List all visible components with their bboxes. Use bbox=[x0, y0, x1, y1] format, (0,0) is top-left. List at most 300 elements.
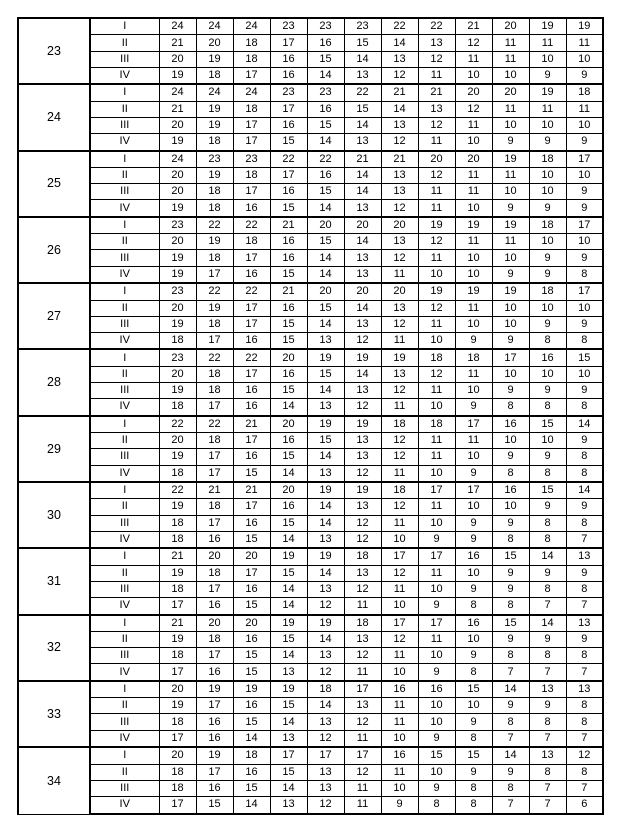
value-cell: 13 bbox=[307, 648, 344, 664]
value-cell: 18 bbox=[233, 234, 270, 250]
value-cell: 17 bbox=[233, 184, 270, 200]
value-cell: 20 bbox=[159, 167, 196, 183]
table-row bbox=[18, 399, 603, 416]
value-cell: 10 bbox=[529, 300, 566, 316]
value-cell: 16 bbox=[233, 383, 270, 399]
value-cell: 19 bbox=[159, 383, 196, 399]
value-cell: 18 bbox=[344, 615, 381, 632]
value-cell: 8 bbox=[492, 598, 529, 615]
class-label: I bbox=[90, 416, 159, 433]
table-body bbox=[18, 18, 603, 814]
class-label: I bbox=[90, 283, 159, 300]
value-cell: 8 bbox=[529, 399, 566, 416]
class-label: III bbox=[90, 316, 159, 332]
value-cell: 19 bbox=[381, 349, 418, 366]
value-cell: 14 bbox=[307, 499, 344, 515]
value-cell: 23 bbox=[307, 18, 344, 35]
value-cell: 15 bbox=[270, 333, 307, 350]
value-cell: 20 bbox=[307, 283, 344, 300]
value-cell: 22 bbox=[196, 349, 233, 366]
value-cell: 17 bbox=[233, 67, 270, 84]
value-cell: 11 bbox=[381, 581, 418, 597]
value-cell: 16 bbox=[233, 266, 270, 283]
value-cell: 10 bbox=[566, 366, 603, 382]
value-cell: 15 bbox=[307, 234, 344, 250]
value-cell: 15 bbox=[270, 631, 307, 647]
table-row bbox=[18, 764, 603, 780]
class-label: II bbox=[90, 300, 159, 316]
value-cell: 12 bbox=[307, 730, 344, 747]
value-cell: 19 bbox=[529, 84, 566, 101]
value-cell: 11 bbox=[492, 51, 529, 67]
value-cell: 17 bbox=[233, 366, 270, 382]
class-label: II bbox=[90, 433, 159, 449]
value-cell: 19 bbox=[159, 266, 196, 283]
value-cell: 14 bbox=[270, 780, 307, 796]
value-cell: 16 bbox=[270, 499, 307, 515]
value-cell: 15 bbox=[233, 714, 270, 730]
value-cell: 22 bbox=[159, 482, 196, 499]
value-cell: 19 bbox=[307, 349, 344, 366]
value-cell: 16 bbox=[270, 250, 307, 266]
value-cell: 16 bbox=[196, 531, 233, 548]
value-cell: 9 bbox=[418, 664, 455, 681]
value-cell: 16 bbox=[270, 117, 307, 133]
class-label: IV bbox=[90, 531, 159, 548]
class-label: I bbox=[90, 615, 159, 632]
table-row bbox=[18, 18, 603, 35]
value-cell: 22 bbox=[418, 18, 455, 35]
value-cell: 20 bbox=[307, 217, 344, 234]
value-cell: 8 bbox=[566, 764, 603, 780]
table-row bbox=[18, 482, 603, 499]
value-cell: 14 bbox=[344, 117, 381, 133]
value-cell: 8 bbox=[492, 648, 529, 664]
value-cell: 15 bbox=[270, 565, 307, 581]
value-cell: 10 bbox=[418, 714, 455, 730]
value-cell: 11 bbox=[418, 67, 455, 84]
value-cell: 15 bbox=[233, 780, 270, 796]
value-cell: 13 bbox=[307, 764, 344, 780]
table-row bbox=[18, 167, 603, 183]
group-label: 34 bbox=[18, 747, 90, 814]
value-cell: 19 bbox=[307, 615, 344, 632]
value-cell: 24 bbox=[233, 18, 270, 35]
value-cell: 17 bbox=[344, 681, 381, 698]
value-cell: 9 bbox=[455, 764, 492, 780]
value-cell: 9 bbox=[455, 333, 492, 350]
value-cell: 7 bbox=[529, 598, 566, 615]
class-label: III bbox=[90, 515, 159, 531]
value-cell: 11 bbox=[381, 399, 418, 416]
value-cell: 8 bbox=[455, 664, 492, 681]
value-cell: 13 bbox=[566, 681, 603, 698]
value-cell: 10 bbox=[455, 383, 492, 399]
class-label: III bbox=[90, 250, 159, 266]
value-cell: 16 bbox=[196, 664, 233, 681]
value-cell: 13 bbox=[344, 200, 381, 217]
value-cell: 17 bbox=[344, 747, 381, 764]
value-cell: 17 bbox=[418, 548, 455, 565]
value-cell: 16 bbox=[307, 35, 344, 51]
value-cell: 18 bbox=[196, 200, 233, 217]
value-cell: 16 bbox=[307, 167, 344, 183]
value-cell: 14 bbox=[307, 316, 344, 332]
value-cell: 11 bbox=[418, 250, 455, 266]
value-cell: 12 bbox=[381, 250, 418, 266]
value-cell: 19 bbox=[492, 217, 529, 234]
value-cell: 18 bbox=[196, 631, 233, 647]
value-cell: 12 bbox=[344, 648, 381, 664]
table-row bbox=[18, 515, 603, 531]
value-cell: 17 bbox=[270, 101, 307, 117]
table-row bbox=[18, 615, 603, 632]
value-cell: 10 bbox=[455, 698, 492, 714]
group-label: 31 bbox=[18, 548, 90, 614]
value-cell: 8 bbox=[566, 465, 603, 482]
class-label: I bbox=[90, 747, 159, 764]
table-row bbox=[18, 631, 603, 647]
value-cell: 12 bbox=[381, 449, 418, 465]
value-cell: 13 bbox=[344, 266, 381, 283]
value-cell: 14 bbox=[381, 35, 418, 51]
value-cell: 13 bbox=[344, 631, 381, 647]
value-cell: 14 bbox=[233, 730, 270, 747]
value-cell: 20 bbox=[159, 184, 196, 200]
class-label: II bbox=[90, 565, 159, 581]
value-cell: 11 bbox=[381, 266, 418, 283]
value-cell: 10 bbox=[418, 515, 455, 531]
value-cell: 11 bbox=[418, 449, 455, 465]
value-cell: 19 bbox=[344, 349, 381, 366]
value-cell: 8 bbox=[566, 714, 603, 730]
value-cell: 17 bbox=[233, 316, 270, 332]
value-cell: 9 bbox=[566, 134, 603, 151]
value-cell: 9 bbox=[455, 648, 492, 664]
value-cell: 14 bbox=[270, 714, 307, 730]
value-cell: 20 bbox=[270, 416, 307, 433]
value-cell: 16 bbox=[196, 780, 233, 796]
value-cell: 9 bbox=[492, 698, 529, 714]
value-cell: 15 bbox=[270, 515, 307, 531]
value-cell: 21 bbox=[381, 84, 418, 101]
value-cell: 24 bbox=[159, 151, 196, 168]
value-cell: 8 bbox=[566, 449, 603, 465]
value-cell: 17 bbox=[418, 482, 455, 499]
value-cell: 21 bbox=[159, 101, 196, 117]
value-cell: 9 bbox=[529, 449, 566, 465]
value-cell: 12 bbox=[418, 117, 455, 133]
value-cell: 10 bbox=[455, 250, 492, 266]
value-cell: 18 bbox=[307, 681, 344, 698]
class-label: III bbox=[90, 117, 159, 133]
value-cell: 8 bbox=[566, 333, 603, 350]
value-cell: 12 bbox=[418, 51, 455, 67]
class-label: III bbox=[90, 51, 159, 67]
value-cell: 16 bbox=[381, 747, 418, 764]
value-cell: 11 bbox=[529, 101, 566, 117]
value-cell: 9 bbox=[529, 698, 566, 714]
value-cell: 14 bbox=[270, 648, 307, 664]
value-cell: 17 bbox=[233, 433, 270, 449]
value-cell: 13 bbox=[307, 399, 344, 416]
group-label: 27 bbox=[18, 283, 90, 349]
value-cell: 11 bbox=[381, 714, 418, 730]
class-label: I bbox=[90, 681, 159, 698]
table-row bbox=[18, 316, 603, 332]
value-cell: 12 bbox=[381, 383, 418, 399]
value-cell: 18 bbox=[196, 134, 233, 151]
value-cell: 11 bbox=[418, 134, 455, 151]
table-row bbox=[18, 266, 603, 283]
value-cell: 16 bbox=[270, 234, 307, 250]
value-cell: 17 bbox=[418, 615, 455, 632]
value-cell: 12 bbox=[381, 316, 418, 332]
table-row bbox=[18, 35, 603, 51]
value-cell: 12 bbox=[344, 465, 381, 482]
value-cell: 19 bbox=[270, 681, 307, 698]
value-cell: 19 bbox=[196, 234, 233, 250]
value-cell: 7 bbox=[492, 730, 529, 747]
table-row bbox=[18, 67, 603, 84]
value-cell: 18 bbox=[159, 399, 196, 416]
value-cell: 15 bbox=[196, 796, 233, 814]
value-cell: 12 bbox=[455, 35, 492, 51]
value-cell: 10 bbox=[381, 598, 418, 615]
value-cell: 15 bbox=[307, 433, 344, 449]
value-cell: 13 bbox=[344, 449, 381, 465]
value-cell: 14 bbox=[344, 184, 381, 200]
value-cell: 18 bbox=[196, 316, 233, 332]
value-cell: 7 bbox=[492, 664, 529, 681]
table-row bbox=[18, 681, 603, 698]
value-cell: 19 bbox=[159, 200, 196, 217]
value-cell: 18 bbox=[529, 151, 566, 168]
class-label: III bbox=[90, 581, 159, 597]
class-label: III bbox=[90, 714, 159, 730]
value-cell: 9 bbox=[418, 531, 455, 548]
value-cell: 9 bbox=[455, 465, 492, 482]
value-cell: 7 bbox=[529, 730, 566, 747]
value-cell: 8 bbox=[529, 648, 566, 664]
value-cell: 9 bbox=[566, 433, 603, 449]
value-cell: 9 bbox=[492, 266, 529, 283]
value-cell: 11 bbox=[455, 234, 492, 250]
value-cell: 9 bbox=[529, 67, 566, 84]
value-cell: 21 bbox=[381, 151, 418, 168]
value-cell: 10 bbox=[492, 300, 529, 316]
value-cell: 18 bbox=[381, 416, 418, 433]
class-label: IV bbox=[90, 200, 159, 217]
value-cell: 9 bbox=[566, 383, 603, 399]
value-cell: 13 bbox=[344, 134, 381, 151]
value-cell: 10 bbox=[418, 764, 455, 780]
value-cell: 19 bbox=[492, 283, 529, 300]
value-cell: 12 bbox=[344, 581, 381, 597]
table-row bbox=[18, 648, 603, 664]
value-cell: 15 bbox=[455, 681, 492, 698]
value-cell: 11 bbox=[381, 465, 418, 482]
value-cell: 17 bbox=[566, 283, 603, 300]
value-cell: 21 bbox=[344, 151, 381, 168]
value-cell: 13 bbox=[381, 51, 418, 67]
value-cell: 19 bbox=[455, 217, 492, 234]
value-cell: 17 bbox=[196, 648, 233, 664]
value-cell: 17 bbox=[196, 698, 233, 714]
value-cell: 19 bbox=[418, 217, 455, 234]
value-cell: 22 bbox=[196, 416, 233, 433]
value-cell: 8 bbox=[492, 399, 529, 416]
value-cell: 19 bbox=[159, 316, 196, 332]
value-cell: 10 bbox=[566, 167, 603, 183]
value-cell: 9 bbox=[529, 266, 566, 283]
table-row bbox=[18, 117, 603, 133]
value-cell: 20 bbox=[159, 681, 196, 698]
value-cell: 8 bbox=[455, 730, 492, 747]
value-cell: 11 bbox=[418, 499, 455, 515]
value-cell: 15 bbox=[566, 349, 603, 366]
value-cell: 10 bbox=[492, 499, 529, 515]
value-cell: 9 bbox=[529, 134, 566, 151]
value-cell: 18 bbox=[233, 101, 270, 117]
class-label: III bbox=[90, 648, 159, 664]
value-cell: 10 bbox=[566, 300, 603, 316]
table-row bbox=[18, 581, 603, 597]
value-cell: 9 bbox=[455, 399, 492, 416]
value-cell: 9 bbox=[455, 581, 492, 597]
value-cell: 19 bbox=[270, 615, 307, 632]
value-cell: 16 bbox=[196, 598, 233, 615]
value-cell: 20 bbox=[159, 300, 196, 316]
value-cell: 17 bbox=[196, 581, 233, 597]
value-cell: 12 bbox=[344, 399, 381, 416]
value-cell: 11 bbox=[381, 515, 418, 531]
value-cell: 20 bbox=[159, 117, 196, 133]
value-cell: 13 bbox=[307, 780, 344, 796]
value-cell: 22 bbox=[233, 349, 270, 366]
value-cell: 19 bbox=[159, 499, 196, 515]
value-cell: 18 bbox=[381, 482, 418, 499]
value-cell: 14 bbox=[344, 51, 381, 67]
value-cell: 21 bbox=[159, 615, 196, 632]
value-cell: 10 bbox=[529, 117, 566, 133]
value-cell: 18 bbox=[344, 548, 381, 565]
class-label: IV bbox=[90, 67, 159, 84]
value-cell: 15 bbox=[529, 482, 566, 499]
value-cell: 8 bbox=[529, 714, 566, 730]
value-cell: 21 bbox=[159, 35, 196, 51]
value-cell: 18 bbox=[529, 217, 566, 234]
value-cell: 14 bbox=[344, 366, 381, 382]
value-cell: 14 bbox=[529, 615, 566, 632]
value-cell: 9 bbox=[418, 730, 455, 747]
value-cell: 16 bbox=[233, 764, 270, 780]
table-row bbox=[18, 234, 603, 250]
value-cell: 9 bbox=[492, 200, 529, 217]
value-cell: 15 bbox=[270, 764, 307, 780]
class-label: IV bbox=[90, 333, 159, 350]
value-cell: 8 bbox=[492, 714, 529, 730]
value-cell: 9 bbox=[566, 631, 603, 647]
value-cell: 15 bbox=[492, 615, 529, 632]
value-cell: 10 bbox=[455, 499, 492, 515]
class-label: I bbox=[90, 548, 159, 565]
value-cell: 14 bbox=[233, 796, 270, 814]
value-cell: 12 bbox=[418, 366, 455, 382]
value-cell: 9 bbox=[492, 515, 529, 531]
value-cell: 11 bbox=[344, 780, 381, 796]
value-cell: 10 bbox=[455, 449, 492, 465]
value-cell: 17 bbox=[159, 664, 196, 681]
value-cell: 10 bbox=[418, 399, 455, 416]
value-cell: 11 bbox=[344, 664, 381, 681]
value-cell: 15 bbox=[270, 316, 307, 332]
value-cell: 16 bbox=[233, 449, 270, 465]
data-table bbox=[17, 17, 604, 815]
value-cell: 22 bbox=[381, 18, 418, 35]
value-cell: 11 bbox=[455, 433, 492, 449]
value-cell: 7 bbox=[566, 598, 603, 615]
value-cell: 13 bbox=[566, 615, 603, 632]
value-cell: 13 bbox=[418, 35, 455, 51]
value-cell: 11 bbox=[418, 631, 455, 647]
value-cell: 11 bbox=[418, 383, 455, 399]
class-label: II bbox=[90, 366, 159, 382]
value-cell: 19 bbox=[196, 747, 233, 764]
table-row bbox=[18, 250, 603, 266]
value-cell: 24 bbox=[233, 84, 270, 101]
value-cell: 19 bbox=[307, 482, 344, 499]
value-cell: 17 bbox=[233, 117, 270, 133]
value-cell: 9 bbox=[566, 499, 603, 515]
group-label: 24 bbox=[18, 84, 90, 150]
value-cell: 20 bbox=[159, 747, 196, 764]
value-cell: 11 bbox=[344, 796, 381, 814]
table-row bbox=[18, 796, 603, 814]
value-cell: 13 bbox=[344, 67, 381, 84]
value-cell: 24 bbox=[196, 84, 233, 101]
value-cell: 8 bbox=[566, 515, 603, 531]
value-cell: 8 bbox=[455, 780, 492, 796]
class-label: IV bbox=[90, 465, 159, 482]
value-cell: 10 bbox=[529, 433, 566, 449]
value-cell: 13 bbox=[381, 167, 418, 183]
value-cell: 19 bbox=[307, 416, 344, 433]
value-cell: 19 bbox=[159, 250, 196, 266]
value-cell: 14 bbox=[307, 67, 344, 84]
value-cell: 11 bbox=[418, 200, 455, 217]
value-cell: 7 bbox=[566, 780, 603, 796]
value-cell: 15 bbox=[307, 184, 344, 200]
class-label: IV bbox=[90, 399, 159, 416]
value-cell: 13 bbox=[381, 366, 418, 382]
value-cell: 16 bbox=[233, 698, 270, 714]
value-cell: 18 bbox=[418, 416, 455, 433]
value-cell: 10 bbox=[529, 366, 566, 382]
value-cell: 17 bbox=[196, 266, 233, 283]
value-cell: 13 bbox=[344, 433, 381, 449]
value-cell: 7 bbox=[529, 780, 566, 796]
table-row bbox=[18, 366, 603, 382]
value-cell: 17 bbox=[455, 482, 492, 499]
value-cell: 17 bbox=[566, 217, 603, 234]
value-cell: 17 bbox=[381, 548, 418, 565]
value-cell: 11 bbox=[418, 316, 455, 332]
table-row bbox=[18, 51, 603, 67]
value-cell: 19 bbox=[529, 18, 566, 35]
class-label: II bbox=[90, 499, 159, 515]
value-cell: 16 bbox=[381, 681, 418, 698]
